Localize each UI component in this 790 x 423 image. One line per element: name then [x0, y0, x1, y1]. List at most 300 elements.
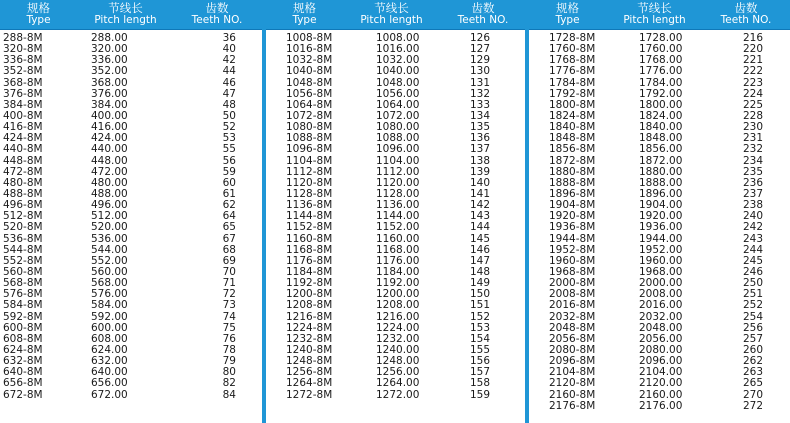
cell-type: 640-8M [3, 366, 43, 379]
cell-type: 352-8M [3, 65, 43, 78]
header-teeth [703, 0, 789, 29]
header-teeth-en: Teeth NO. [457, 14, 509, 26]
cell-teeth-count: 84 [222, 388, 236, 401]
cell-type: 1128-8M [286, 187, 333, 200]
table-row [266, 390, 525, 401]
header-pitch-en: Pitch length [360, 14, 423, 26]
cell-pitch-length: 512.00 [91, 210, 128, 223]
cell-pitch-length: 384.00 [91, 98, 128, 111]
header-teeth-en: Teeth NO. [720, 14, 772, 26]
cell-pitch-length: 1728.00 [639, 32, 683, 44]
cell-pitch-length: 1968.00 [639, 265, 683, 278]
cell-type: 1272-8M [286, 388, 333, 401]
cell-type: 1072-8M [286, 109, 333, 122]
header-teeth-en: Teeth NO. [191, 14, 243, 26]
cell-type: 1240-8M [286, 343, 333, 356]
cell-pitch-length: 1872.00 [639, 154, 683, 167]
header-type-en: Type [26, 14, 51, 26]
cell-pitch-length: 400.00 [91, 109, 128, 122]
cell-pitch-length: 1152.00 [376, 221, 420, 234]
cell-pitch-length: 1944.00 [639, 232, 683, 245]
cell-pitch-length: 1080.00 [376, 121, 420, 134]
cell-type: 320-8M [3, 43, 43, 56]
cell-type: 1008-8M [286, 32, 333, 44]
cell-pitch-length: 1960.00 [639, 254, 683, 267]
cell-teeth-count: 48 [222, 98, 236, 111]
cell-teeth-count: 71 [222, 277, 236, 290]
cell-type: 2016-8M [549, 299, 596, 312]
cell-type: 1208-8M [286, 299, 333, 312]
cell-teeth-count: 80 [222, 366, 236, 379]
cell-teeth-count: 52 [222, 121, 236, 134]
cell-type: 544-8M [3, 243, 43, 256]
cell-teeth-count: 270 [742, 388, 763, 401]
cell-teeth-count: 158 [469, 377, 490, 390]
cell-teeth-count: 225 [742, 98, 763, 111]
cell-teeth-count: 140 [469, 176, 490, 189]
cell-pitch-length: 1064.00 [376, 98, 420, 111]
table-block-1 [0, 0, 262, 423]
cell-pitch-length: 1008.00 [376, 32, 420, 44]
table-row [0, 378, 262, 389]
cell-type: 1760-8M [549, 43, 596, 56]
header-type [0, 0, 77, 29]
cell-pitch-length: 2056.00 [639, 332, 683, 345]
cell-teeth-count: 76 [222, 332, 236, 345]
cell-pitch-length: 1840.00 [639, 121, 683, 134]
header-teeth-zh: 齿数 [734, 1, 758, 15]
header-type-zh: 规格 [556, 1, 579, 15]
table-row [529, 144, 790, 155]
cell-pitch-length: 336.00 [91, 54, 128, 67]
cell-type: 1776-8M [549, 65, 596, 78]
cell-type: 488-8M [3, 187, 43, 200]
table-row [0, 234, 262, 245]
header-pitch-en: Pitch length [623, 14, 686, 26]
cell-type: 1880-8M [549, 165, 596, 178]
cell-pitch-length: 1104.00 [376, 154, 420, 167]
cell-teeth-count: 55 [222, 143, 236, 156]
cell-pitch-length: 1072.00 [376, 109, 420, 122]
cell-type: 440-8M [3, 143, 43, 156]
cell-type: 1056-8M [286, 87, 333, 100]
cell-teeth-count: 133 [469, 98, 490, 111]
cell-pitch-length: 1200.00 [376, 288, 420, 301]
cell-type: 1920-8M [549, 210, 596, 223]
cell-teeth-count: 237 [742, 187, 763, 200]
cell-teeth-count: 68 [222, 243, 236, 256]
cell-type: 1728-8M [549, 32, 596, 44]
cell-teeth-count: 74 [222, 310, 236, 323]
cell-pitch-length: 592.00 [91, 310, 128, 323]
cell-type: 536-8M [3, 232, 43, 245]
cell-pitch-length: 1920.00 [639, 210, 683, 223]
cell-type: 1840-8M [549, 121, 596, 134]
cell-teeth-count: 44 [222, 65, 236, 78]
cell-type: 2104-8M [549, 366, 596, 379]
cell-teeth-count: 242 [742, 221, 763, 234]
cell-type: 608-8M [3, 332, 43, 345]
cell-type: 1800-8M [549, 98, 596, 111]
header-pitch [77, 0, 174, 29]
cell-teeth-count: 230 [742, 121, 763, 134]
cell-teeth-count: 222 [742, 65, 763, 78]
table-row [529, 390, 790, 401]
table-row [0, 300, 262, 311]
cell-pitch-length: 352.00 [91, 65, 128, 78]
cell-teeth-count: 72 [222, 288, 236, 301]
cell-teeth-count: 56 [222, 154, 236, 167]
cell-pitch-length: 1248.00 [376, 355, 420, 368]
cell-teeth-count: 243 [742, 232, 763, 245]
cell-teeth-count: 60 [222, 176, 236, 189]
cell-teeth-count: 234 [742, 154, 763, 167]
cell-pitch-length: 640.00 [91, 366, 128, 379]
cell-type: 584-8M [3, 299, 43, 312]
header-teeth [440, 0, 525, 29]
cell-type: 2008-8M [549, 288, 596, 301]
cell-teeth-count: 235 [742, 165, 763, 178]
cell-type: 2032-8M [549, 310, 596, 323]
cell-pitch-length: 1128.00 [376, 187, 420, 200]
table-header [266, 0, 525, 30]
cell-type: 1936-8M [549, 221, 596, 234]
table-row [266, 66, 525, 77]
cell-teeth-count: 47 [222, 87, 236, 100]
cell-pitch-length: 320.00 [91, 43, 128, 56]
cell-type: 1944-8M [549, 232, 596, 245]
cell-type: 2000-8M [549, 277, 596, 290]
cell-type: 624-8M [3, 343, 43, 356]
cell-pitch-length: 416.00 [91, 121, 128, 134]
cell-teeth-count: 150 [469, 288, 490, 301]
cell-type: 1960-8M [549, 254, 596, 267]
cell-pitch-length: 496.00 [91, 199, 128, 212]
cell-pitch-length: 1264.00 [376, 377, 420, 390]
cell-teeth-count: 157 [469, 366, 490, 379]
cell-type: 592-8M [3, 310, 43, 323]
header-pitch [343, 0, 440, 29]
cell-pitch-length: 1856.00 [639, 143, 683, 156]
cell-type: 576-8M [3, 288, 43, 301]
cell-type: 2048-8M [549, 321, 596, 334]
cell-teeth-count: 79 [222, 355, 236, 368]
cell-pitch-length: 1144.00 [376, 210, 420, 223]
cell-pitch-length: 1136.00 [376, 199, 420, 212]
cell-type: 1032-8M [286, 54, 333, 67]
cell-pitch-length: 288.00 [91, 32, 128, 44]
cell-teeth-count: 156 [469, 355, 490, 368]
cell-pitch-length: 576.00 [91, 288, 128, 301]
cell-pitch-length: 2104.00 [639, 366, 683, 379]
cell-type: 424-8M [3, 132, 43, 145]
header-type [529, 0, 606, 29]
cell-type: 1160-8M [286, 232, 333, 245]
cell-type: 1848-8M [549, 132, 596, 145]
cell-pitch-length: 656.00 [91, 377, 128, 390]
table-row [0, 66, 262, 77]
cell-pitch-length: 1112.00 [376, 165, 420, 178]
cell-teeth-count: 59 [222, 165, 236, 178]
cell-teeth-count: 260 [742, 343, 763, 356]
cell-type: 1824-8M [549, 109, 596, 122]
cell-teeth-count: 142 [469, 199, 490, 212]
cell-pitch-length: 1184.00 [376, 265, 420, 278]
cell-pitch-length: 2008.00 [639, 288, 683, 301]
header-teeth-zh: 齿数 [205, 1, 229, 15]
cell-teeth-count: 145 [469, 232, 490, 245]
cell-type: 2096-8M [549, 355, 596, 368]
cell-teeth-count: 228 [742, 109, 763, 122]
table-row [266, 144, 525, 155]
cell-type: 600-8M [3, 321, 43, 334]
cell-pitch-length: 1784.00 [639, 76, 683, 89]
cell-type: 1152-8M [286, 221, 333, 234]
cell-pitch-length: 1888.00 [639, 176, 683, 189]
cell-teeth-count: 50 [222, 109, 236, 122]
cell-type: 480-8M [3, 176, 43, 189]
table-body [529, 33, 790, 412]
header-pitch-zh: 节线长 [374, 1, 409, 15]
cell-teeth-count: 137 [469, 143, 490, 156]
header-type-en: Type [292, 14, 317, 26]
cell-pitch-length: 1224.00 [376, 321, 420, 334]
cell-type: 416-8M [3, 121, 43, 134]
table-row [529, 66, 790, 77]
cell-teeth-count: 135 [469, 121, 490, 134]
cell-type: 560-8M [3, 265, 43, 278]
cell-type: 448-8M [3, 154, 43, 167]
cell-teeth-count: 40 [222, 43, 236, 56]
cell-teeth-count: 67 [222, 232, 236, 245]
cell-teeth-count: 130 [469, 65, 490, 78]
cell-type: 384-8M [3, 98, 43, 111]
cell-teeth-count: 138 [469, 154, 490, 167]
cell-teeth-count: 272 [742, 399, 763, 412]
cell-teeth-count: 139 [469, 165, 490, 178]
cell-type: 1216-8M [286, 310, 333, 323]
cell-teeth-count: 69 [222, 254, 236, 267]
cell-teeth-count: 136 [469, 132, 490, 145]
cell-pitch-length: 376.00 [91, 87, 128, 100]
table-block-2 [266, 0, 525, 423]
cell-type: 1224-8M [286, 321, 333, 334]
cell-type: 632-8M [3, 355, 43, 368]
table-body [266, 33, 525, 401]
cell-type: 1136-8M [286, 199, 333, 212]
cell-type: 520-8M [3, 221, 43, 234]
cell-type: 1904-8M [549, 199, 596, 212]
cell-teeth-count: 149 [469, 277, 490, 290]
table-block-3 [529, 0, 790, 423]
cell-pitch-length: 2096.00 [639, 355, 683, 368]
cell-teeth-count: 220 [742, 43, 763, 56]
cell-teeth-count: 221 [742, 54, 763, 67]
cell-type: 1768-8M [549, 54, 596, 67]
cell-pitch-length: 1792.00 [639, 87, 683, 100]
cell-teeth-count: 232 [742, 143, 763, 156]
cell-pitch-length: 1904.00 [639, 199, 683, 212]
cell-teeth-count: 152 [469, 310, 490, 323]
cell-teeth-count: 159 [469, 388, 490, 401]
cell-pitch-length: 2120.00 [639, 377, 683, 390]
cell-type: 400-8M [3, 109, 43, 122]
cell-type: 1088-8M [286, 132, 333, 145]
table-row [0, 144, 262, 155]
cell-pitch-length: 1768.00 [639, 54, 683, 67]
cell-pitch-length: 1256.00 [376, 366, 420, 379]
cell-type: 1120-8M [286, 176, 333, 189]
cell-type: 1200-8M [286, 288, 333, 301]
cell-type: 2160-8M [549, 388, 596, 401]
cell-pitch-length: 2048.00 [639, 321, 683, 334]
cell-pitch-length: 552.00 [91, 254, 128, 267]
cell-pitch-length: 1160.00 [376, 232, 420, 245]
header-type-zh: 规格 [293, 1, 316, 15]
cell-pitch-length: 1896.00 [639, 187, 683, 200]
cell-pitch-length: 1056.00 [376, 87, 420, 100]
cell-type: 1968-8M [549, 265, 596, 278]
cell-type: 1856-8M [549, 143, 596, 156]
cell-pitch-length: 608.00 [91, 332, 128, 345]
cell-pitch-length: 1936.00 [639, 221, 683, 234]
cell-pitch-length: 632.00 [91, 355, 128, 368]
cell-teeth-count: 141 [469, 187, 490, 200]
cell-pitch-length: 1760.00 [639, 43, 683, 56]
cell-pitch-length: 1016.00 [376, 43, 420, 56]
cell-pitch-length: 472.00 [91, 165, 128, 178]
cell-teeth-count: 223 [742, 76, 763, 89]
cell-teeth-count: 147 [469, 254, 490, 267]
cell-type: 376-8M [3, 87, 43, 100]
cell-teeth-count: 155 [469, 343, 490, 356]
cell-type: 336-8M [3, 54, 43, 67]
cell-pitch-length: 2032.00 [639, 310, 683, 323]
cell-pitch-length: 1848.00 [639, 132, 683, 145]
cell-type: 1232-8M [286, 332, 333, 345]
cell-pitch-length: 544.00 [91, 243, 128, 256]
cell-pitch-length: 1776.00 [639, 65, 683, 78]
cell-type: 512-8M [3, 210, 43, 223]
cell-teeth-count: 252 [742, 299, 763, 312]
cell-teeth-count: 73 [222, 299, 236, 312]
cell-pitch-length: 480.00 [91, 176, 128, 189]
cell-teeth-count: 257 [742, 332, 763, 345]
cell-type: 672-8M [3, 388, 43, 401]
cell-type: 552-8M [3, 254, 43, 267]
cell-type: 368-8M [3, 76, 43, 89]
cell-teeth-count: 146 [469, 243, 490, 256]
cell-teeth-count: 78 [222, 343, 236, 356]
table-row [266, 222, 525, 233]
cell-type: 2080-8M [549, 343, 596, 356]
cell-type: 1104-8M [286, 154, 333, 167]
header-teeth [174, 0, 260, 29]
table-row [266, 300, 525, 311]
cell-teeth-count: 64 [222, 210, 236, 223]
cell-teeth-count: 61 [222, 187, 236, 200]
cell-teeth-count: 134 [469, 109, 490, 122]
cell-type: 1256-8M [286, 366, 333, 379]
cell-teeth-count: 216 [742, 32, 763, 44]
cell-pitch-length: 1040.00 [376, 65, 420, 78]
cell-pitch-length: 1088.00 [376, 132, 420, 145]
table-row [0, 312, 262, 323]
cell-teeth-count: 240 [742, 210, 763, 223]
header-pitch-en: Pitch length [94, 14, 157, 26]
header-pitch-zh: 节线长 [637, 1, 672, 15]
cell-teeth-count: 36 [222, 32, 236, 44]
cell-teeth-count: 127 [469, 43, 490, 56]
cell-type: 1168-8M [286, 243, 333, 256]
cell-teeth-count: 143 [469, 210, 490, 223]
cell-pitch-length: 1168.00 [376, 243, 420, 256]
cell-pitch-length: 624.00 [91, 343, 128, 356]
cell-teeth-count: 246 [742, 265, 763, 278]
cell-pitch-length: 1048.00 [376, 76, 420, 89]
cell-pitch-length: 600.00 [91, 321, 128, 334]
table-row [529, 222, 790, 233]
cell-pitch-length: 1120.00 [376, 176, 420, 189]
cell-pitch-length: 368.00 [91, 76, 128, 89]
header-type-zh: 规格 [27, 1, 50, 15]
table-row [266, 378, 525, 389]
cell-teeth-count: 245 [742, 254, 763, 267]
cell-teeth-count: 256 [742, 321, 763, 334]
cell-type: 1888-8M [549, 176, 596, 189]
cell-pitch-length: 1192.00 [376, 277, 420, 290]
cell-type: 1248-8M [286, 355, 333, 368]
cell-teeth-count: 231 [742, 132, 763, 145]
cell-type: 1184-8M [286, 265, 333, 278]
cell-teeth-count: 46 [222, 76, 236, 89]
cell-teeth-count: 62 [222, 199, 236, 212]
cell-pitch-length: 2160.00 [639, 388, 683, 401]
cell-type: 1792-8M [549, 87, 596, 100]
table-row [529, 300, 790, 311]
cell-type: 472-8M [3, 165, 43, 178]
table-row [266, 312, 525, 323]
cell-pitch-length: 1800.00 [639, 98, 683, 111]
cell-teeth-count: 126 [469, 32, 490, 44]
cell-type: 1264-8M [286, 377, 333, 390]
header-pitch [606, 0, 703, 29]
cell-type: 2176-8M [549, 399, 596, 412]
cell-teeth-count: 251 [742, 288, 763, 301]
cell-pitch-length: 1824.00 [639, 109, 683, 122]
cell-type: 1112-8M [286, 165, 333, 178]
cell-teeth-count: 244 [742, 243, 763, 256]
cell-teeth-count: 82 [222, 377, 236, 390]
table-row [529, 378, 790, 389]
cell-pitch-length: 1232.00 [376, 332, 420, 345]
cell-type: 1192-8M [286, 277, 333, 290]
cell-teeth-count: 131 [469, 76, 490, 89]
cell-pitch-length: 1096.00 [376, 143, 420, 156]
cell-pitch-length: 1176.00 [376, 254, 420, 267]
cell-teeth-count: 75 [222, 321, 236, 334]
cell-type: 1080-8M [286, 121, 333, 134]
cell-teeth-count: 265 [742, 377, 763, 390]
table-row [529, 401, 790, 412]
cell-teeth-count: 250 [742, 277, 763, 290]
cell-pitch-length: 488.00 [91, 187, 128, 200]
cell-pitch-length: 568.00 [91, 277, 128, 290]
cell-teeth-count: 262 [742, 355, 763, 368]
cell-pitch-length: 1032.00 [376, 54, 420, 67]
header-type [266, 0, 343, 29]
cell-pitch-length: 560.00 [91, 265, 128, 278]
